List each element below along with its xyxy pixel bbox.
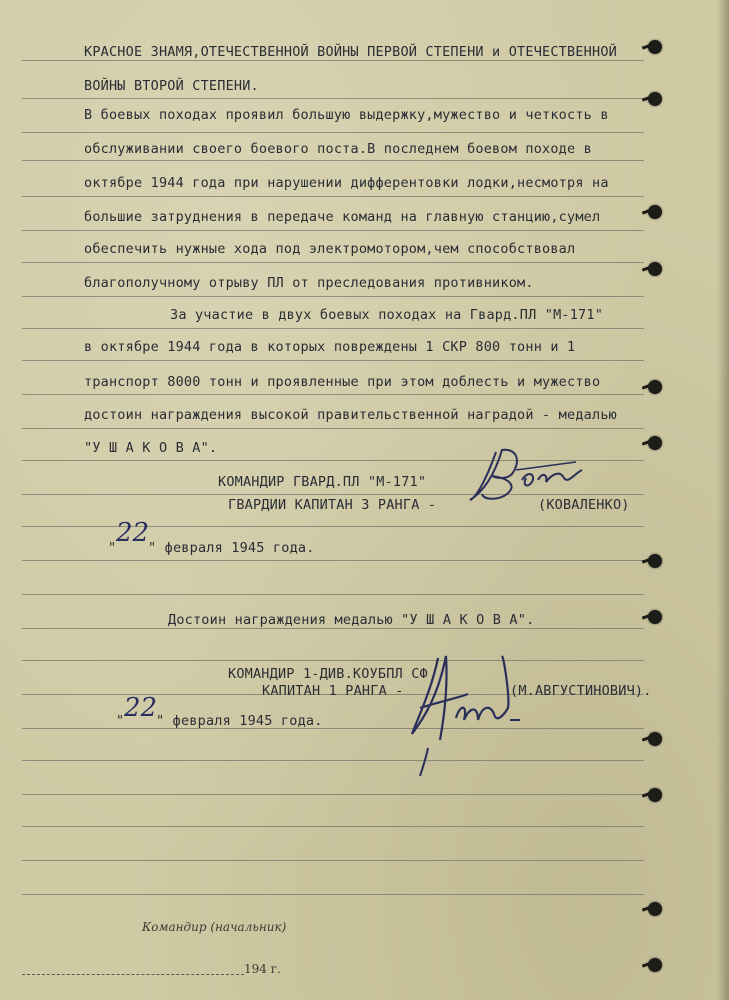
text-line-11: транспорт 8000 тонн и проявленные при этом доблесть и мужество bbox=[84, 374, 601, 390]
binding-hole bbox=[648, 554, 662, 568]
footer-year: 194 г. bbox=[244, 962, 281, 976]
binding-hole bbox=[648, 902, 662, 916]
text-line-6: большие затруднения в передаче команд на главную станцию,сумел bbox=[84, 209, 601, 225]
text-line-8: благополучному отрыву ПЛ от преследования противником. bbox=[84, 275, 534, 291]
text-line-4: обслуживании своего боевого поста.В последнем боевом походе в bbox=[84, 141, 592, 157]
handwritten-day-2: 22 bbox=[124, 693, 158, 723]
text-line-10: в октябре 1944 года в которых повреждены 1 СКР 800 тонн и 1 bbox=[84, 339, 576, 355]
date-line-2: " февраля 1945 года. bbox=[156, 713, 323, 729]
signature-kovalenko bbox=[456, 440, 606, 510]
text-line-12: достоин награждения высокой правительственной наградой - медалью bbox=[84, 407, 617, 423]
binding-hole bbox=[648, 610, 662, 624]
date-line-1: " февраля 1945 года. bbox=[148, 540, 315, 556]
binding-hole bbox=[648, 205, 662, 219]
binding-hole bbox=[648, 436, 662, 450]
commander-title-1: КОМАНДИР ГВАРД.ПЛ "М-171" bbox=[218, 474, 427, 490]
binding-hole bbox=[648, 40, 662, 54]
signature-avgustinovich bbox=[398, 648, 528, 778]
commander-rank-2: КАПИТАН 1 РАНГА - bbox=[262, 683, 404, 699]
commander-rank-1: ГВАРДИИ КАПИТАН 3 РАНГА - bbox=[228, 497, 437, 513]
text-line-7: обеспечить нужные хода под электромотором,чем способствовал bbox=[84, 241, 576, 257]
text-line-9: За участие в двух боевых походах на Гвард.ПЛ "М-171" bbox=[170, 307, 604, 323]
commander-name-2: (М.АВГУСТИНОВИЧ). bbox=[510, 683, 652, 699]
commander-name-1: (КОВАЛЕНКО) bbox=[538, 497, 630, 513]
text-line-3: В боевых походах проявил большую выдержку,мужество и четкость в bbox=[84, 107, 609, 123]
binding-hole bbox=[648, 92, 662, 106]
award-approval-line: Достоин награждения медалью "У Ш А К О В А". bbox=[168, 612, 535, 628]
text-line-13: "У Ш А К О В А". bbox=[84, 440, 218, 456]
text-line-1: КРАСНОЕ ЗНАМЯ,ОТЕЧЕСТВЕННОЙ ВОЙНЫ ПЕРВОЙ СТЕПЕНИ и ОТЕЧЕСТВЕННОЙ bbox=[84, 44, 617, 60]
footer-commander-label: Командир (начальник) bbox=[142, 920, 287, 934]
binding-hole bbox=[648, 958, 662, 972]
date-open-quote-1: " bbox=[108, 540, 117, 556]
text-line-5: октябре 1944 года при нарушении дифферентовки лодки,несмотря на bbox=[84, 175, 609, 191]
handwritten-day-1: 22 bbox=[116, 518, 150, 548]
text-line-2: ВОЙНЫ ВТОРОЙ СТЕПЕНИ. bbox=[84, 78, 259, 94]
binding-hole bbox=[648, 262, 662, 276]
binding-hole bbox=[648, 788, 662, 802]
date-open-quote-2: " bbox=[116, 713, 125, 729]
binding-hole bbox=[648, 732, 662, 746]
binding-hole bbox=[648, 380, 662, 394]
page-edge bbox=[717, 0, 729, 1000]
footer-date-line bbox=[22, 974, 244, 975]
commander-title-2: КОМАНДИР 1-ДИВ.КОУБПЛ СФ bbox=[228, 666, 428, 682]
